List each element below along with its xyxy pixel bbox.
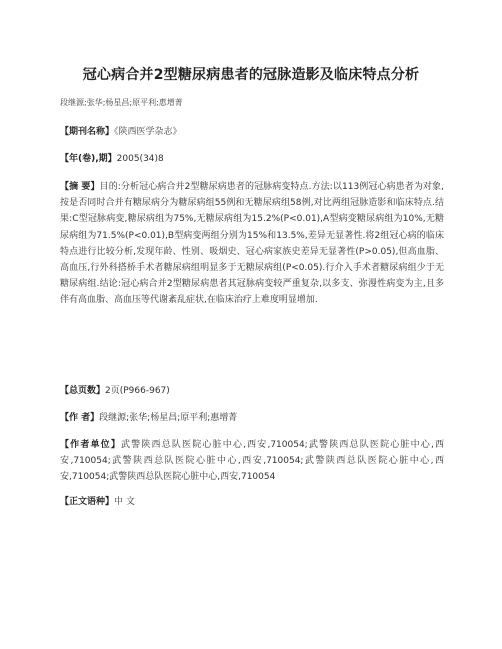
abstract-field <box>60 179 444 309</box>
journal-field <box>60 124 444 140</box>
language-field <box>60 494 444 510</box>
year-issue-field <box>60 151 444 167</box>
authors-value: 段继源;张华;杨星昌;原平利;惠增菁 <box>99 413 238 423</box>
affiliation-field <box>60 437 444 486</box>
authors-field <box>60 410 444 426</box>
journal-label: 【期刊名称】 <box>60 127 115 137</box>
language-label: 【正文语种】 <box>60 497 115 507</box>
affiliation-value: 武警陕西总队医院心脏中心,西安,710054;武警陕西总队医院心脏中心,西安,710054;武警陕西总队医院心脏中心,西安,710054;武警陕西总队医院心脏中心,西安,710054;武警陕西总队医院心脏中心,西安,710054 <box>60 440 444 483</box>
language-value: 中 文 <box>114 497 135 507</box>
year-issue-value: 2005(34)8 <box>116 154 164 164</box>
year-issue-label: 【年(卷),期】 <box>60 154 117 164</box>
page-title: 冠心病合并2型糖尿病患者的冠脉造影及临床特点分析 <box>82 67 420 83</box>
abstract-value: 目的:分析冠心病合并2型糖尿病患者的冠脉病变特点.方法:以113例冠心病患者为对象,按是否同时合并有糖尿病分为糖尿病组55例和无糖尿病组58例,对比两组冠脉造影和临床特点.结果:C型冠脉病变,糖尿病组为75%,无糖尿病组为15.2%(P<0.01),A型病变糖尿病组为10%,无糖尿病组为71.5%(P<0.01),B型病变两组分别为15%和13.5%,差异无显著性.将2组冠心病的临床特点进行比较分析,发现年龄、性别、吸烟史、冠心病家族史差异无显著性(P>0.05),但高血脂、高血压,行外科搭桥手术者糖尿病组明显多于无糖尿病组(P<0.05).行介入手术者糖尿病组少于无糖尿病组.结论:冠心病合并2型糖尿病患者其冠脉病变较严重复杂,以多支、弥漫性病变为主,且多伴有高血脂、高血压等代谢紊乱症状,在临床治疗上难度明显增加. <box>60 182 444 306</box>
affiliation-label: 【作者单位】 <box>60 440 122 450</box>
pages-field <box>60 383 444 399</box>
pages-value: 2页(P966-967) <box>105 386 170 396</box>
abstract-label: 【摘 要】 <box>60 182 100 192</box>
journal-value: 《陕西医学杂志》 <box>114 127 182 137</box>
authors-label: 【作 者】 <box>60 413 100 423</box>
authors-line: 段继源;张华;杨星昌;原平利;惠增菁 <box>60 98 183 107</box>
pages-label: 【总页数】 <box>60 386 106 396</box>
